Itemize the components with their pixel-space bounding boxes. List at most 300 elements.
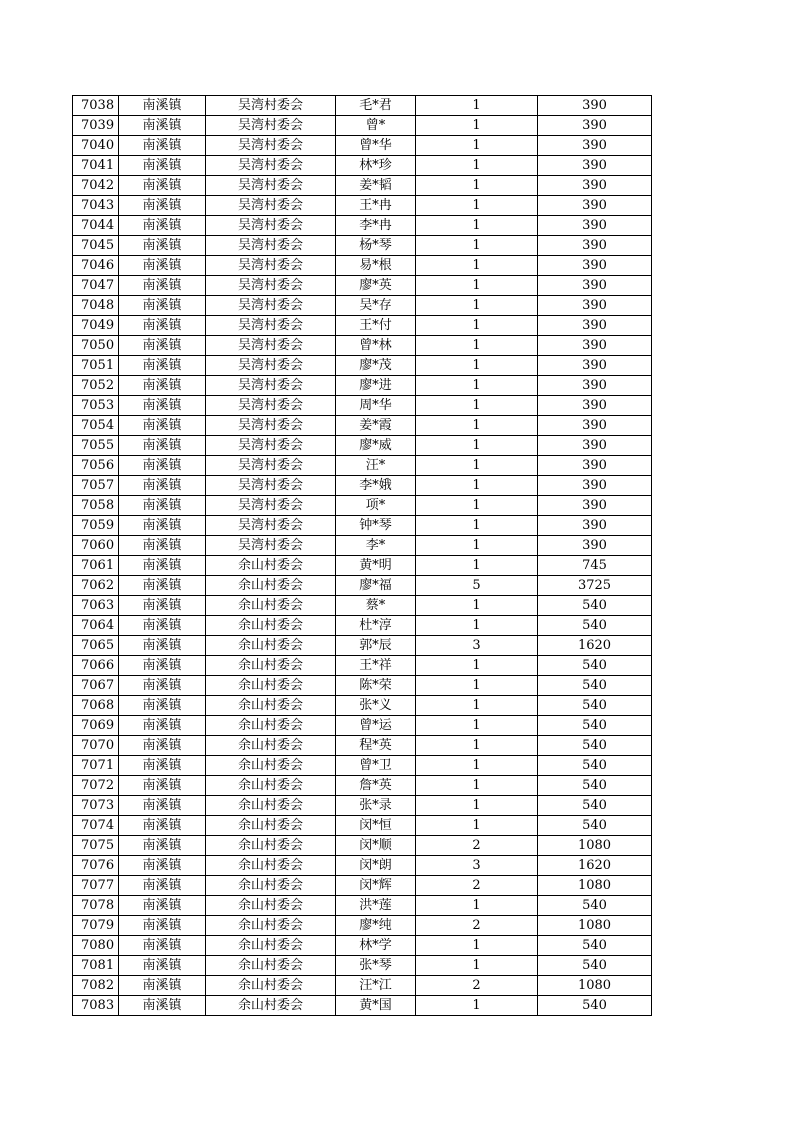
town-cell: 南溪镇	[119, 776, 206, 796]
village-cell: 吴湾村委会	[206, 536, 336, 556]
count-cell: 1	[416, 116, 538, 136]
town-cell: 南溪镇	[119, 176, 206, 196]
count-cell: 1	[416, 216, 538, 236]
row-number-cell: 7060	[73, 536, 119, 556]
village-cell: 吴湾村委会	[206, 396, 336, 416]
amount-cell: 1080	[538, 916, 652, 936]
table-row	[73, 776, 652, 796]
table-row	[73, 316, 652, 336]
amount-cell: 390	[538, 116, 652, 136]
amount-cell: 540	[538, 996, 652, 1016]
village-cell: 余山村委会	[206, 856, 336, 876]
count-cell: 1	[416, 556, 538, 576]
village-cell: 吴湾村委会	[206, 216, 336, 236]
table-row	[73, 476, 652, 496]
amount-cell: 390	[538, 376, 652, 396]
town-cell: 南溪镇	[119, 196, 206, 216]
count-cell: 2	[416, 836, 538, 856]
village-cell: 余山村委会	[206, 776, 336, 796]
table-row	[73, 696, 652, 716]
count-cell: 5	[416, 576, 538, 596]
village-cell: 余山村委会	[206, 636, 336, 656]
row-number-cell: 7061	[73, 556, 119, 576]
village-cell: 余山村委会	[206, 896, 336, 916]
count-cell: 1	[416, 276, 538, 296]
amount-cell: 390	[538, 96, 652, 116]
town-cell: 南溪镇	[119, 676, 206, 696]
village-cell: 余山村委会	[206, 916, 336, 936]
town-cell: 南溪镇	[119, 416, 206, 436]
table-row	[73, 336, 652, 356]
count-cell: 1	[416, 996, 538, 1016]
amount-cell: 390	[538, 356, 652, 376]
town-cell: 南溪镇	[119, 796, 206, 816]
row-number-cell: 7041	[73, 156, 119, 176]
row-number-cell: 7054	[73, 416, 119, 436]
count-cell: 1	[416, 156, 538, 176]
table-row	[73, 236, 652, 256]
village-cell: 吴湾村委会	[206, 296, 336, 316]
village-cell: 吴湾村委会	[206, 376, 336, 396]
count-cell: 1	[416, 436, 538, 456]
name-cell: 张*琴	[336, 956, 416, 976]
row-number-cell: 7039	[73, 116, 119, 136]
row-number-cell: 7076	[73, 856, 119, 876]
town-cell: 南溪镇	[119, 536, 206, 556]
row-number-cell: 7081	[73, 956, 119, 976]
village-cell: 余山村委会	[206, 696, 336, 716]
count-cell: 2	[416, 976, 538, 996]
town-cell: 南溪镇	[119, 836, 206, 856]
amount-cell: 540	[538, 896, 652, 916]
table-row	[73, 736, 652, 756]
table-row	[73, 96, 652, 116]
table-row	[73, 656, 652, 676]
town-cell: 南溪镇	[119, 956, 206, 976]
name-cell: 李*冉	[336, 216, 416, 236]
name-cell: 李*	[336, 536, 416, 556]
name-cell: 项*	[336, 496, 416, 516]
name-cell: 廖*纯	[336, 916, 416, 936]
row-number-cell: 7055	[73, 436, 119, 456]
count-cell: 1	[416, 676, 538, 696]
name-cell: 廖*福	[336, 576, 416, 596]
table-row	[73, 376, 652, 396]
row-number-cell: 7043	[73, 196, 119, 216]
count-cell: 1	[416, 396, 538, 416]
amount-cell: 540	[538, 776, 652, 796]
amount-cell: 1080	[538, 836, 652, 856]
row-number-cell: 7052	[73, 376, 119, 396]
town-cell: 南溪镇	[119, 636, 206, 656]
table-row	[73, 416, 652, 436]
name-cell: 李*娥	[336, 476, 416, 496]
amount-cell: 540	[538, 736, 652, 756]
village-cell: 余山村委会	[206, 936, 336, 956]
name-cell: 钟*琴	[336, 516, 416, 536]
name-cell: 廖*英	[336, 276, 416, 296]
town-cell: 南溪镇	[119, 896, 206, 916]
row-number-cell: 7044	[73, 216, 119, 236]
count-cell: 1	[416, 516, 538, 536]
village-cell: 余山村委会	[206, 676, 336, 696]
row-number-cell: 7068	[73, 696, 119, 716]
amount-cell: 390	[538, 296, 652, 316]
name-cell: 曾*运	[336, 716, 416, 736]
town-cell: 南溪镇	[119, 256, 206, 276]
town-cell: 南溪镇	[119, 696, 206, 716]
name-cell: 王*付	[336, 316, 416, 336]
village-cell: 余山村委会	[206, 836, 336, 856]
table-row	[73, 456, 652, 476]
table-row	[73, 676, 652, 696]
row-number-cell: 7046	[73, 256, 119, 276]
count-cell: 1	[416, 656, 538, 676]
table-row	[73, 536, 652, 556]
amount-cell: 3725	[538, 576, 652, 596]
row-number-cell: 7066	[73, 656, 119, 676]
village-cell: 吴湾村委会	[206, 516, 336, 536]
count-cell: 1	[416, 696, 538, 716]
village-cell: 吴湾村委会	[206, 136, 336, 156]
count-cell: 3	[416, 636, 538, 656]
row-number-cell: 7079	[73, 916, 119, 936]
table-row	[73, 176, 652, 196]
town-cell: 南溪镇	[119, 976, 206, 996]
amount-cell: 540	[538, 816, 652, 836]
amount-cell: 540	[538, 656, 652, 676]
count-cell: 3	[416, 856, 538, 876]
town-cell: 南溪镇	[119, 476, 206, 496]
table-row	[73, 856, 652, 876]
table-row	[73, 596, 652, 616]
table-row	[73, 556, 652, 576]
name-cell: 王*祥	[336, 656, 416, 676]
row-number-cell: 7067	[73, 676, 119, 696]
table-row	[73, 136, 652, 156]
village-cell: 余山村委会	[206, 796, 336, 816]
town-cell: 南溪镇	[119, 96, 206, 116]
amount-cell: 390	[538, 436, 652, 456]
town-cell: 南溪镇	[119, 156, 206, 176]
amount-cell: 390	[538, 476, 652, 496]
name-cell: 姜*霞	[336, 416, 416, 436]
amount-cell: 1620	[538, 856, 652, 876]
row-number-cell: 7069	[73, 716, 119, 736]
count-cell: 1	[416, 136, 538, 156]
town-cell: 南溪镇	[119, 556, 206, 576]
amount-cell: 540	[538, 716, 652, 736]
count-cell: 1	[416, 256, 538, 276]
town-cell: 南溪镇	[119, 316, 206, 336]
village-cell: 余山村委会	[206, 976, 336, 996]
name-cell: 曾*华	[336, 136, 416, 156]
name-cell: 廖*进	[336, 376, 416, 396]
count-cell: 1	[416, 596, 538, 616]
roster-table-body	[73, 96, 652, 1016]
village-cell: 吴湾村委会	[206, 476, 336, 496]
count-cell: 1	[416, 616, 538, 636]
row-number-cell: 7074	[73, 816, 119, 836]
count-cell: 1	[416, 776, 538, 796]
row-number-cell: 7073	[73, 796, 119, 816]
village-cell: 吴湾村委会	[206, 156, 336, 176]
village-cell: 余山村委会	[206, 736, 336, 756]
table-row	[73, 616, 652, 636]
row-number-cell: 7071	[73, 756, 119, 776]
table-row	[73, 896, 652, 916]
village-cell: 余山村委会	[206, 556, 336, 576]
count-cell: 1	[416, 336, 538, 356]
roster-table	[72, 95, 652, 1016]
amount-cell: 390	[538, 396, 652, 416]
village-cell: 余山村委会	[206, 996, 336, 1016]
town-cell: 南溪镇	[119, 656, 206, 676]
table-row	[73, 936, 652, 956]
count-cell: 1	[416, 96, 538, 116]
amount-cell: 1620	[538, 636, 652, 656]
amount-cell: 540	[538, 596, 652, 616]
name-cell: 汪*	[336, 456, 416, 476]
name-cell: 姜*韬	[336, 176, 416, 196]
table-row	[73, 916, 652, 936]
table-row	[73, 716, 652, 736]
name-cell: 毛*君	[336, 96, 416, 116]
town-cell: 南溪镇	[119, 236, 206, 256]
name-cell: 林*珍	[336, 156, 416, 176]
town-cell: 南溪镇	[119, 216, 206, 236]
table-row	[73, 496, 652, 516]
count-cell: 1	[416, 956, 538, 976]
amount-cell: 390	[538, 196, 652, 216]
count-cell: 1	[416, 716, 538, 736]
amount-cell: 1080	[538, 976, 652, 996]
amount-cell: 390	[538, 236, 652, 256]
name-cell: 张*录	[336, 796, 416, 816]
name-cell: 吴*存	[336, 296, 416, 316]
village-cell: 余山村委会	[206, 816, 336, 836]
table-row	[73, 396, 652, 416]
village-cell: 吴湾村委会	[206, 236, 336, 256]
village-cell: 余山村委会	[206, 956, 336, 976]
town-cell: 南溪镇	[119, 756, 206, 776]
table-row	[73, 116, 652, 136]
name-cell: 张*义	[336, 696, 416, 716]
town-cell: 南溪镇	[119, 496, 206, 516]
row-number-cell: 7051	[73, 356, 119, 376]
row-number-cell: 7050	[73, 336, 119, 356]
village-cell: 吴湾村委会	[206, 356, 336, 376]
village-cell: 吴湾村委会	[206, 316, 336, 336]
table-row	[73, 816, 652, 836]
table-row	[73, 196, 652, 216]
count-cell: 2	[416, 876, 538, 896]
table-row	[73, 996, 652, 1016]
name-cell: 易*根	[336, 256, 416, 276]
town-cell: 南溪镇	[119, 716, 206, 736]
village-cell: 余山村委会	[206, 656, 336, 676]
row-number-cell: 7064	[73, 616, 119, 636]
count-cell: 1	[416, 296, 538, 316]
amount-cell: 540	[538, 956, 652, 976]
name-cell: 汪*江	[336, 976, 416, 996]
amount-cell: 390	[538, 316, 652, 336]
name-cell: 林*学	[336, 936, 416, 956]
row-number-cell: 7078	[73, 896, 119, 916]
name-cell: 郭*辰	[336, 636, 416, 656]
count-cell: 1	[416, 736, 538, 756]
count-cell: 1	[416, 896, 538, 916]
count-cell: 1	[416, 376, 538, 396]
row-number-cell: 7040	[73, 136, 119, 156]
town-cell: 南溪镇	[119, 276, 206, 296]
amount-cell: 390	[538, 176, 652, 196]
town-cell: 南溪镇	[119, 916, 206, 936]
amount-cell: 390	[538, 456, 652, 476]
village-cell: 余山村委会	[206, 596, 336, 616]
town-cell: 南溪镇	[119, 356, 206, 376]
row-number-cell: 7062	[73, 576, 119, 596]
village-cell: 吴湾村委会	[206, 496, 336, 516]
row-number-cell: 7075	[73, 836, 119, 856]
table-row	[73, 756, 652, 776]
table-row	[73, 796, 652, 816]
table-row	[73, 296, 652, 316]
town-cell: 南溪镇	[119, 396, 206, 416]
village-cell: 余山村委会	[206, 756, 336, 776]
name-cell: 闵*恒	[336, 816, 416, 836]
row-number-cell: 7082	[73, 976, 119, 996]
row-number-cell: 7045	[73, 236, 119, 256]
village-cell: 余山村委会	[206, 616, 336, 636]
town-cell: 南溪镇	[119, 116, 206, 136]
town-cell: 南溪镇	[119, 436, 206, 456]
row-number-cell: 7059	[73, 516, 119, 536]
village-cell: 吴湾村委会	[206, 336, 336, 356]
name-cell: 洪*莲	[336, 896, 416, 916]
table-row	[73, 256, 652, 276]
amount-cell: 390	[538, 156, 652, 176]
row-number-cell: 7058	[73, 496, 119, 516]
name-cell: 杨*琴	[336, 236, 416, 256]
amount-cell: 540	[538, 676, 652, 696]
village-cell: 余山村委会	[206, 576, 336, 596]
town-cell: 南溪镇	[119, 596, 206, 616]
table-row	[73, 356, 652, 376]
name-cell: 廖*威	[336, 436, 416, 456]
amount-cell: 390	[538, 536, 652, 556]
table-row	[73, 636, 652, 656]
village-cell: 吴湾村委会	[206, 176, 336, 196]
count-cell: 1	[416, 456, 538, 476]
name-cell: 闵*朗	[336, 856, 416, 876]
town-cell: 南溪镇	[119, 936, 206, 956]
town-cell: 南溪镇	[119, 736, 206, 756]
amount-cell: 540	[538, 756, 652, 776]
amount-cell: 540	[538, 616, 652, 636]
count-cell: 1	[416, 816, 538, 836]
count-cell: 1	[416, 536, 538, 556]
town-cell: 南溪镇	[119, 336, 206, 356]
table-row	[73, 956, 652, 976]
row-number-cell: 7063	[73, 596, 119, 616]
amount-cell: 390	[538, 216, 652, 236]
count-cell: 1	[416, 796, 538, 816]
town-cell: 南溪镇	[119, 576, 206, 596]
row-number-cell: 7077	[73, 876, 119, 896]
count-cell: 1	[416, 416, 538, 436]
village-cell: 吴湾村委会	[206, 416, 336, 436]
amount-cell: 390	[538, 256, 652, 276]
table-row	[73, 836, 652, 856]
count-cell: 2	[416, 916, 538, 936]
amount-cell: 540	[538, 796, 652, 816]
count-cell: 1	[416, 756, 538, 776]
amount-cell: 745	[538, 556, 652, 576]
row-number-cell: 7042	[73, 176, 119, 196]
row-number-cell: 7070	[73, 736, 119, 756]
town-cell: 南溪镇	[119, 136, 206, 156]
row-number-cell: 7072	[73, 776, 119, 796]
town-cell: 南溪镇	[119, 816, 206, 836]
count-cell: 1	[416, 356, 538, 376]
name-cell: 程*英	[336, 736, 416, 756]
village-cell: 余山村委会	[206, 716, 336, 736]
amount-cell: 390	[538, 336, 652, 356]
name-cell: 陈*荣	[336, 676, 416, 696]
name-cell: 黄*国	[336, 996, 416, 1016]
name-cell: 曾*林	[336, 336, 416, 356]
row-number-cell: 7056	[73, 456, 119, 476]
row-number-cell: 7038	[73, 96, 119, 116]
name-cell: 闵*辉	[336, 876, 416, 896]
row-number-cell: 7048	[73, 296, 119, 316]
amount-cell: 390	[538, 416, 652, 436]
row-number-cell: 7047	[73, 276, 119, 296]
village-cell: 余山村委会	[206, 876, 336, 896]
table-row	[73, 276, 652, 296]
table-row	[73, 876, 652, 896]
count-cell: 1	[416, 176, 538, 196]
name-cell: 曾*卫	[336, 756, 416, 776]
count-cell: 1	[416, 936, 538, 956]
village-cell: 吴湾村委会	[206, 276, 336, 296]
amount-cell: 390	[538, 516, 652, 536]
amount-cell: 390	[538, 276, 652, 296]
amount-cell: 390	[538, 136, 652, 156]
amount-cell: 390	[538, 496, 652, 516]
village-cell: 吴湾村委会	[206, 456, 336, 476]
amount-cell: 540	[538, 936, 652, 956]
amount-cell: 1080	[538, 876, 652, 896]
village-cell: 吴湾村委会	[206, 256, 336, 276]
count-cell: 1	[416, 496, 538, 516]
town-cell: 南溪镇	[119, 516, 206, 536]
town-cell: 南溪镇	[119, 996, 206, 1016]
table-row	[73, 436, 652, 456]
town-cell: 南溪镇	[119, 616, 206, 636]
table-row	[73, 516, 652, 536]
row-number-cell: 7083	[73, 996, 119, 1016]
count-cell: 1	[416, 236, 538, 256]
name-cell: 周*华	[336, 396, 416, 416]
table-row	[73, 576, 652, 596]
row-number-cell: 7057	[73, 476, 119, 496]
count-cell: 1	[416, 316, 538, 336]
name-cell: 蔡*	[336, 596, 416, 616]
table-row	[73, 216, 652, 236]
name-cell: 杜*淳	[336, 616, 416, 636]
